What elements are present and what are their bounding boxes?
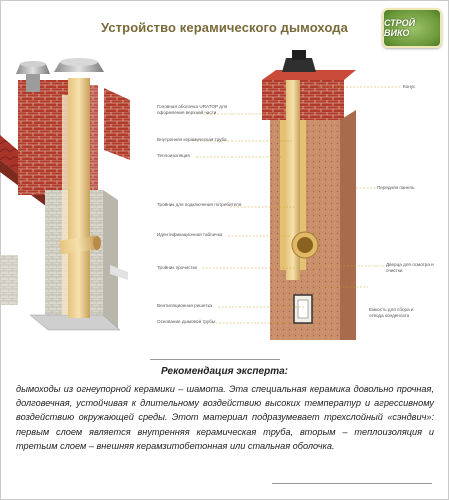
brand-logo-text: СТРОЙ ВИКО bbox=[384, 18, 416, 38]
label-cleaning-tee: Тройник прочистки bbox=[157, 265, 198, 270]
label-condensate-tank: Емкость для сбора и отвода конденсата bbox=[369, 307, 414, 318]
label-id-plate: Идентификационная табличка bbox=[157, 232, 223, 237]
recommendation-text: дымоходы из огнеупорной керамики – шамота. Эта специальная керамика довольно прочная, долговечная, устойчивая к длительному воздействию высоких температур и агрессивному воздействию окружающей среды. Этот материал подразумевает трехслойный «сэндвич»: первым слоем является внутренняя керамическая труба, вторым – теплоизоляция и третьим слоем – внешняя керамзитобетонная или стальная оболочка. bbox=[16, 384, 434, 451]
label-head-shell: Головная оболочка URATOP для оформления верхней части bbox=[157, 104, 228, 115]
left-chimney-illustration bbox=[0, 58, 130, 330]
label-vent-grille: Вентиляционная решетка bbox=[157, 303, 213, 308]
label-consumer-tee: Тройник для подключения потребителя bbox=[157, 202, 242, 207]
divider-bottom bbox=[272, 483, 432, 484]
recommendation-title: Рекомендация эксперта: bbox=[161, 366, 288, 377]
page-title: Устройство керамического дымохода bbox=[100, 20, 348, 35]
label-chimney-base: Основание дымовой трубы bbox=[157, 319, 216, 324]
label-thermal-insulation: Теплоизоляция bbox=[157, 153, 190, 158]
label-cone: Конус bbox=[403, 84, 416, 89]
label-inspection-door: Дверца для осмотра и очистки bbox=[386, 262, 434, 273]
divider-top bbox=[150, 359, 280, 360]
label-inner-ceramic-pipe: Внутренняя керамическая труба bbox=[157, 137, 227, 142]
label-front-panel: Передняя панель bbox=[377, 185, 415, 190]
right-chimney-illustration bbox=[262, 50, 356, 340]
